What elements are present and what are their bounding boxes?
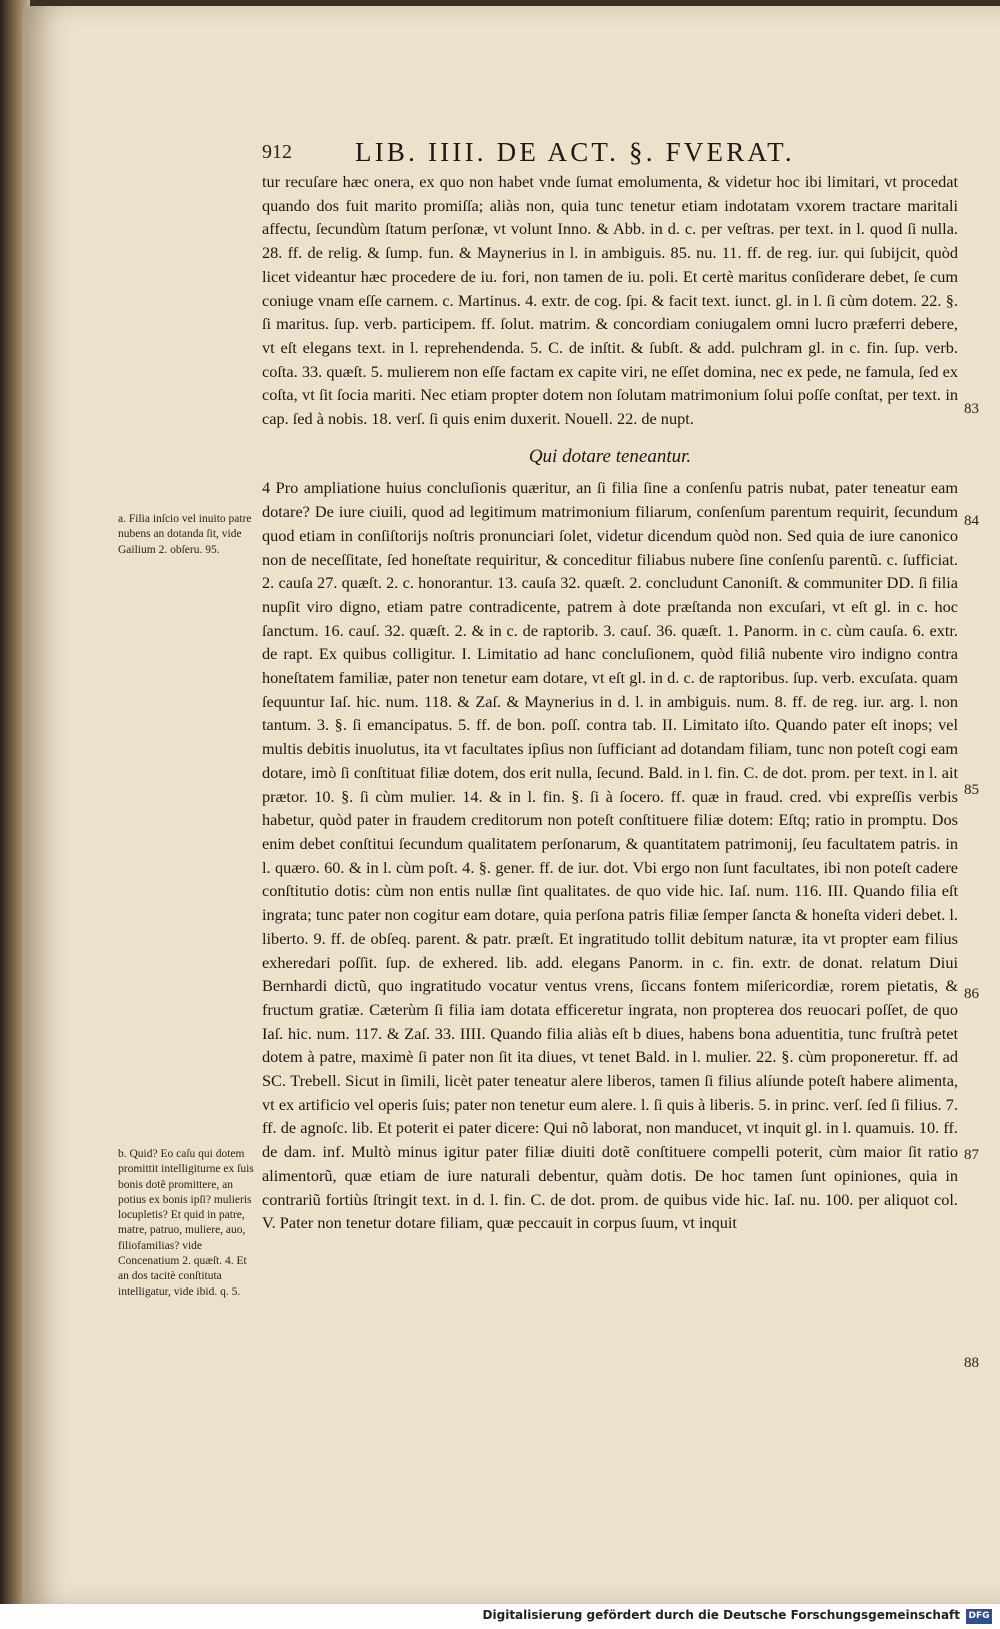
page-header <box>0 137 1000 171</box>
footer-credit: Digitalisierung gefördert durch die Deutsche Forschungsgemeinschaft <box>482 1608 960 1622</box>
margin-number: 83 <box>964 401 979 417</box>
margin-number: 88 <box>964 1355 979 1371</box>
running-head: LIB. IIII. DE ACT. §. FVERAT. <box>355 137 795 167</box>
paragraph-4: 4 Pro ampliatione huius concluſionis quæritur, an ſi filia ſine a conſenſu patris nubat, pater teneatur eam dotare? De iure ciuili, quod ad legitimum matrimonium filiarum, conſenſum parentum requirit, ſecundum quod etiam in conſiſtorijs noſtris pronunciari ſolet, videtur dicendum quòd non. Sed quia de iure canonico non de neceſſitate, ſed honeſtate requiritur, & conceditur filiabus nubere ſine conſenſu parentũ. c. ſufficiat. 2. cauſa 27. quæſt. 2. c. honorantur. 13. cauſa 32. quæſt. 2. concludunt Canoniſt. & communiter DD. ſi filia nupſit viro digno, etiam patre contradicente, patrem à dote præſtanda non excuſari, vt eſt gl. in c. hoc ſanctum. 16. cauſ. 32. quæſt. 2. & in c. de raptorib. 3. cauſ. 36. quæſt. 1. Panorm. in c. cùm cauſa. 6. extr. de rapt. Ex quibus colligitur. I. Limitatio ad hanc concluſionem, quòd filiâ nubente viro indigno contra honeſtatem familiæ, pater non tenetur eam dotare, vt eſt gl. in d. c. de raptoribus. ſup. verb. excuſata. quam ſequuntur Iaſ. hic. num. 118. & Zaſ. & Maynerius in d. l. in ambiguis. num. 8. ff. de reg. iur. arg. l. non tantum. 3. §. ſi emancipatus. 5. ff. de bon. poſſ. contra tab. II. Limitato iſto. Quando pater eſt inops; vel multis debitis inuolutus, ita vt facultates ipſius non ſufficiant ad dotandam filiam, tunc non poteſt cogi eam dotare, imò ſi conſtituat filiæ dotem, dos erit nulla, ſecund. Bald. in l. fin. C. de dot. prom. per text. in l. ait prætor. 10. §. ſi cùm mulier. 14. & in l. fin. §. ſi à ſocero. ff. quæ in fraud. cred. vbi expreſſis verbis habetur, quòd pater in fraudem creditorum non poteſt conſtituere filiæ dotem: Eſtq; ratio in promptu. Dos enim debet conſtitui ſecundum qualitatem perſonarum, & quantitatem patrimonij, ſeu facultatem patris. in l. quæro. 60. & in l. cùm poſt. 4. §. gener. ff. de iur. dot. Vbi ergo non ſunt facultates, ibi non poteſt cadere conſtitutio dotis: cùm non entis nullæ ſint qualitates. de quo vide hic. Iaſ. num. 116. III. Quando filia eſt ingrata; tunc pater non cogitur eam dotare, quia perſona patris filiæ ſemper ſancta & honeſta videri debet. l. liberto. 9. ff. de obſeq. parent. & patr. præſt. Et ingratitudo tollit debitum naturæ, ita vt propter eam filius exheredari poſſit. ſup. de exhered. lib. add. elegans Panorm. in c. fin. extr. de donat. relatum Diui Bernhardi dictũ, quo ingratitudo vocatur ventus vrens, ſiccans fontem miſericordiæ, rorem pietatis, & fructum gratiæ. Cæterùm ſi filia iam dotata efficeretur ingrata, non propterea dos reuocari poſſet, de quo Iaſ. hic. num. 117. & Zaſ. 33. IIII. Quando filia aliàs eſt b diues, habens bona aduentitia, tunc fruſtrà petet dotem à patre, maximè ſi pater non ſit ita diues, vt tenet Bald. in l. mulier. 22. §. cùm proponeretur. ff. ad SC. Trebell. Sicut in ſimili, licèt pater teneatur alere liberos, tamen ſi filius alíunde poteſt habere alimenta, vt ex artificio vel operis ſuis; pater non tenetur eum alere. l. ſi quis à liberis. 5. in princ. verſ. ſed ſi filius. 7. ff. de agnoſc. lib. Et poterit ei pater dicere: Qui nõ laborat, non manducet, vt inquit gl. in l. quamuis. 10. ff. de dam. inf. Multò minus igitur pater filiæ diuiti dotẽ conſtituere compelli poterit, cùm maior ſit ratio alimentorũ, quæ etiam de iure naturali debentur, quàm dotis. De hoc tamen ſunt opiniones, quia in contrariũ fortiùs ſtringit text. in d. l. fin. C. de dot. prom. de quibus vide hic. Iaſ. nu. 100. per aliquot col. V. Pater non tenetur dotare filiam, quæ peccauit in corpus ſuum, vt inquit <box>262 478 958 1233</box>
side-note-b: b. Quid? Eo caſu qui dotem promittit intelligiturne ex ſuis bonis dotẽ promittere, an potius ex bonis ipſi? mulieris locupletis? Et quid in patre, matre, patruo, muliere, auo, filiofamilias? vide Concenatium 2. quæſt. 4. Et an dos tacitè conſtituta intelligatur, vide ibid. q. 5. <box>118 1148 254 1298</box>
margin-number: 84 <box>964 513 979 529</box>
page-number: 912 <box>262 141 292 163</box>
dfg-logo-icon: DFG <box>966 1609 992 1624</box>
side-note-a: a. Filia inſcio vel inuito patre nubens an dotanda ſit, vide Gailium 2. obſeru. 95. <box>118 513 252 556</box>
main-text <box>262 170 958 1235</box>
section-title: Qui dotare teneantur. <box>528 445 692 467</box>
margin-number: 87 <box>964 1147 979 1163</box>
footer-bar <box>0 1604 1000 1629</box>
paragraph-continuation: tur recuſare hæc onera, ex quo non habet vnde ſumat emolumenta, & videtur hoc ibi limitari, vt procedat quando dos fuit marito promiſſa; aliàs non, quia tunc tenetur etiam indotatam vxorem tractare maritali affectu, ſecundùm ſtatum perſonæ, vt volunt Inno. & Abb. in d. c. per veſtras. per text. in l. quod ſi nulla. 28. ff. de relig. & ſump. fun. & Maynerius in l. in ambiguis. 85. nu. 11. ff. de reg. iur. qui ſubijcit, quòd licet videantur hæc procedere de iu. fori, non tamen de iu. poli. Et certè maritus conſiderare debet, ſe cum coniuge vnam eſſe carnem. c. Martinus. 4. extr. de cog. ſpi. & facit text. iunct. gl. in l. ſi cùm dotem. 22. §. ſi maritus. ſup. verb. participem. ff. ſolut. matrim. & concordiam coniugalem omni lucro præferri debere, vt eſt elegans text. in l. reprehendenda. 5. C. de inſtit. & ſubſt. & add. pulchram gl. in c. fin. ſup. verb. coſta. 33. quæſt. 5. mulierem non eſſe factam ex capite viri, ne eſſet domina, nec ex pede, ne famula, ſed ex coſta, vt ſit ſocia mariti. Nec etiam propter dotem non ſolutam matrimonium ſolui poſſe conſtat, per text. in cap. ſed à nobis. 18. verſ. ſi quis enim duxerit. Nouell. 22. de nupt. <box>262 172 958 429</box>
margin-number: 85 <box>964 782 979 798</box>
margin-number: 86 <box>964 986 979 1002</box>
